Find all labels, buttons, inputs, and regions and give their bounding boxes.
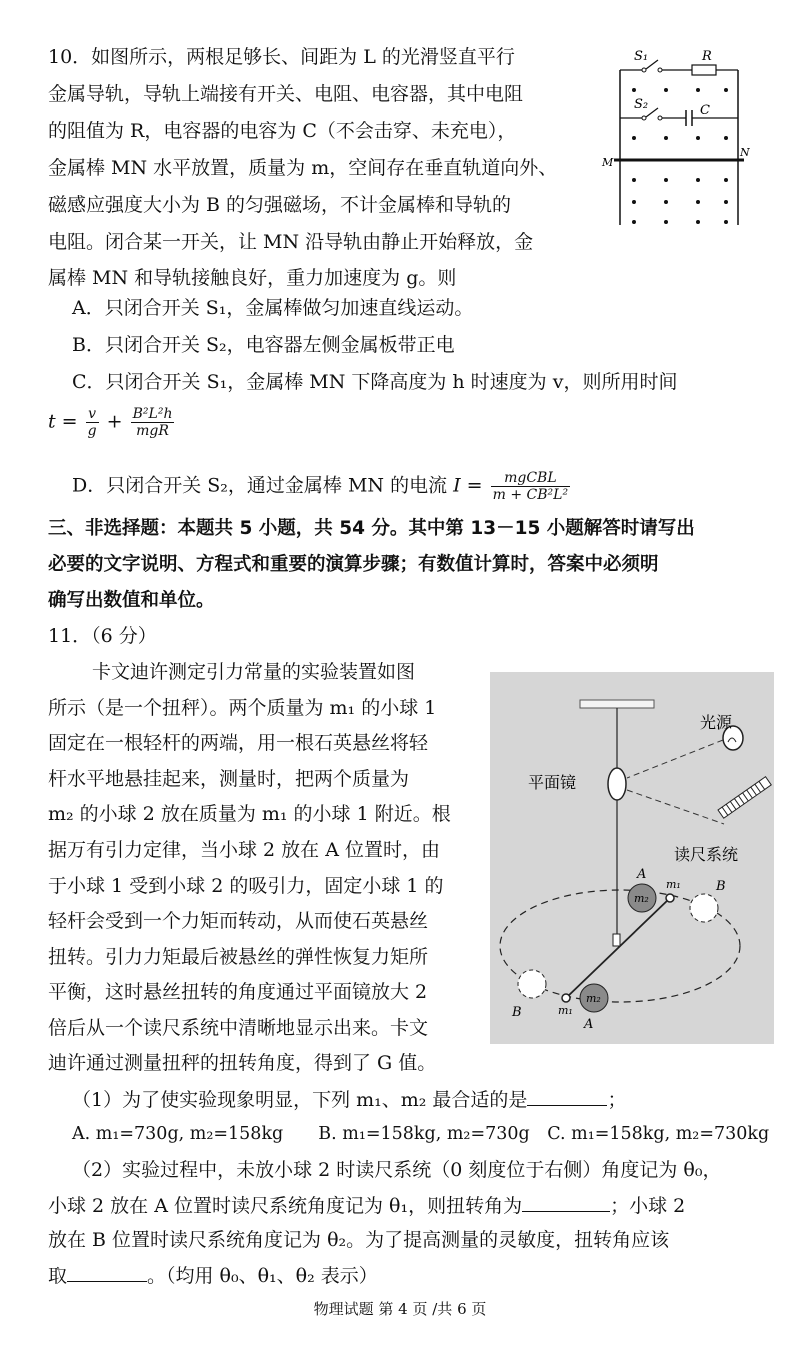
label-s1: S₁ bbox=[634, 49, 649, 64]
sub1-end: ； bbox=[607, 1089, 627, 1111]
q10-line-7: 属棒 MN 和导轨接触良好，重力加速度为 g。则 bbox=[48, 267, 457, 289]
label-scale-system: 读尺系统 bbox=[674, 845, 739, 864]
q11-line-2: 所示（是一个扭秤）。两个质量为 m₁ 的小球 1 bbox=[48, 697, 437, 719]
q10-option-a: A．只闭合开关 S₁，金属棒做匀加速直线运动。 bbox=[72, 297, 474, 319]
label-m2-bottom: m₂ bbox=[586, 992, 601, 1005]
label-b-top: B bbox=[716, 879, 726, 894]
option-d-text: D．只闭合开关 S₂，通过金属棒 MN 的电流 bbox=[72, 474, 448, 497]
q11-line-5: m₂ 的小球 2 放在质量为 m₁ 的小球 1 附近。根 bbox=[48, 803, 451, 825]
section-3-line-3: 确写出数值和单位。 bbox=[48, 590, 215, 611]
q11-header: 11．（6 分） bbox=[48, 625, 157, 647]
q11-sub2-line-1: （2）实验过程中，未放小球 2 时读尺系统（0 刻度位于右侧）角度记为 θ₀， bbox=[72, 1159, 722, 1181]
label-n: N bbox=[740, 146, 750, 159]
cavendish-torsion-balance-figure bbox=[490, 672, 774, 1044]
fraction-denominator: mgR bbox=[136, 423, 169, 439]
q11-line-11: 倍后从一个读尺系统中清晰地显示出来。卡文 bbox=[48, 1017, 429, 1039]
label-m2-top: m₂ bbox=[634, 892, 649, 905]
q10-line-4: 金属棒 MN 水平放置，质量为 m，空间存在垂直轨道向外、 bbox=[48, 157, 558, 179]
q11-line-1: 卡文迪许测定引力常量的实验装置如图 bbox=[92, 661, 416, 683]
q10-option-b: B．只闭合开关 S₂，电容器左侧金属板带正电 bbox=[72, 334, 455, 356]
sub2-text: 小球 2 放在 A 位置时读尺系统角度记为 θ₁，则扭转角为 bbox=[48, 1195, 523, 1217]
q11-sub2-line-3: 放在 B 位置时读尺系统角度记为 θ₂。为了提高测量的灵敏度，扭转角应该 bbox=[48, 1229, 670, 1251]
fraction-denominator: g bbox=[87, 423, 97, 439]
label-light-source: 光源 bbox=[700, 713, 733, 732]
label-a-bottom: A bbox=[584, 1017, 594, 1032]
q10-option-c: C．只闭合开关 S₁，金属棒 MN 下降高度为 h 时速度为 v，则所用时间 bbox=[72, 371, 678, 393]
section-3-line-2: 必要的文字说明、方程式和重要的演算步骤；有数值计算时，答案中必须明 bbox=[48, 554, 659, 575]
fraction-current bbox=[491, 470, 570, 503]
q11-sub1-options: A. m₁=730g, m₂=158kg B. m₁=158kg, m₂=730g C. m₁=158kg, m₂=730kg bbox=[72, 1124, 770, 1144]
formula-lhs: t = bbox=[48, 410, 78, 433]
label-b-bottom: B bbox=[512, 1005, 522, 1020]
label-a-top: A bbox=[637, 867, 647, 882]
q10-option-d bbox=[72, 470, 572, 503]
label-m: M bbox=[602, 156, 614, 169]
sub2-end: 。（均用 θ₀、θ₁、θ₂ 表示） bbox=[147, 1265, 378, 1287]
section-3-line-1: 三、非选择题：本题共 5 小题，共 54 分。其中第 13－15 小题解答时请写出 bbox=[48, 518, 695, 539]
q10-option-c-formula bbox=[48, 406, 176, 439]
label-r: R bbox=[702, 49, 712, 64]
q10-line-1: 10．如图所示，两根足够长、间距为 L 的光滑竖直平行 bbox=[48, 46, 515, 68]
q11-line-8: 轻杆会受到一个力矩而转动，从而使石英悬丝 bbox=[48, 910, 429, 932]
fraction-denominator: m + CB²L² bbox=[492, 487, 569, 503]
q11-line-6: 据万有引力定律，当小球 2 放在 A 位置时，由 bbox=[48, 839, 440, 861]
page-footer: 物理试题 第 4 页 /共 6 页 bbox=[313, 1300, 487, 1318]
fraction-numerator: v bbox=[86, 406, 99, 423]
q11-line-7: 于小球 1 受到小球 2 的吸引力，固定小球 1 的 bbox=[48, 875, 444, 897]
sub2-qu: 取 bbox=[48, 1265, 68, 1287]
sub1-text: （1）为了使实验现象明显，下列 m₁、m₂ 最合适的是 bbox=[72, 1089, 528, 1111]
label-c: C bbox=[700, 103, 710, 118]
answer-blank-3[interactable] bbox=[67, 1263, 147, 1282]
plus-sign: + bbox=[106, 410, 123, 433]
fraction-numerator: mgCBL bbox=[491, 470, 570, 487]
label-m1-top: m₁ bbox=[666, 878, 681, 891]
q11-sub2-line-2 bbox=[48, 1193, 685, 1218]
fraction-v-g bbox=[86, 406, 99, 439]
formula-lhs: I = bbox=[453, 474, 483, 497]
sub2-text-tail: ；小球 2 bbox=[610, 1195, 686, 1217]
q11-line-4: 杆水平地悬挂起来，测量时，把两个质量为 bbox=[48, 768, 410, 790]
label-m1-bottom: m₁ bbox=[558, 1004, 573, 1017]
answer-blank-1[interactable] bbox=[527, 1087, 607, 1106]
q11-sub2-line-4 bbox=[48, 1263, 378, 1288]
q11-line-10: 平衡，这时悬丝扭转的角度通过平面镜放大 2 bbox=[48, 981, 428, 1003]
q10-line-2: 金属导轨，导轨上端接有开关、电阻、电容器，其中电阻 bbox=[48, 83, 524, 105]
q10-line-6: 电阻。闭合某一开关，让 MN 沿导轨由静止开始释放，金 bbox=[48, 231, 534, 253]
q11-line-9: 扭转。引力力矩最后被悬丝的弹性恢复力矩所 bbox=[48, 946, 429, 968]
q10-circuit-figure bbox=[600, 40, 750, 230]
label-s2: S₂ bbox=[634, 97, 649, 112]
q10-line-3: 的阻值为 R，电容器的电容为 C（不会击穿、未充电）， bbox=[48, 120, 517, 142]
q10-line-5: 磁感应强度大小为 B 的匀强磁场，不计金属棒和导轨的 bbox=[48, 194, 512, 216]
q11-line-3: 固定在一根轻杆的两端，用一根石英悬丝将轻 bbox=[48, 732, 429, 754]
q11-line-12: 迪许通过测量扭秤的扭转角度，得到了 G 值。 bbox=[48, 1052, 437, 1074]
q11-sub1 bbox=[72, 1087, 626, 1112]
answer-blank-2[interactable] bbox=[522, 1193, 610, 1212]
fraction-numerator: B²L²h bbox=[132, 406, 173, 422]
fraction-b2l2h-mgr bbox=[131, 406, 175, 439]
label-plane-mirror: 平面镜 bbox=[528, 773, 577, 792]
